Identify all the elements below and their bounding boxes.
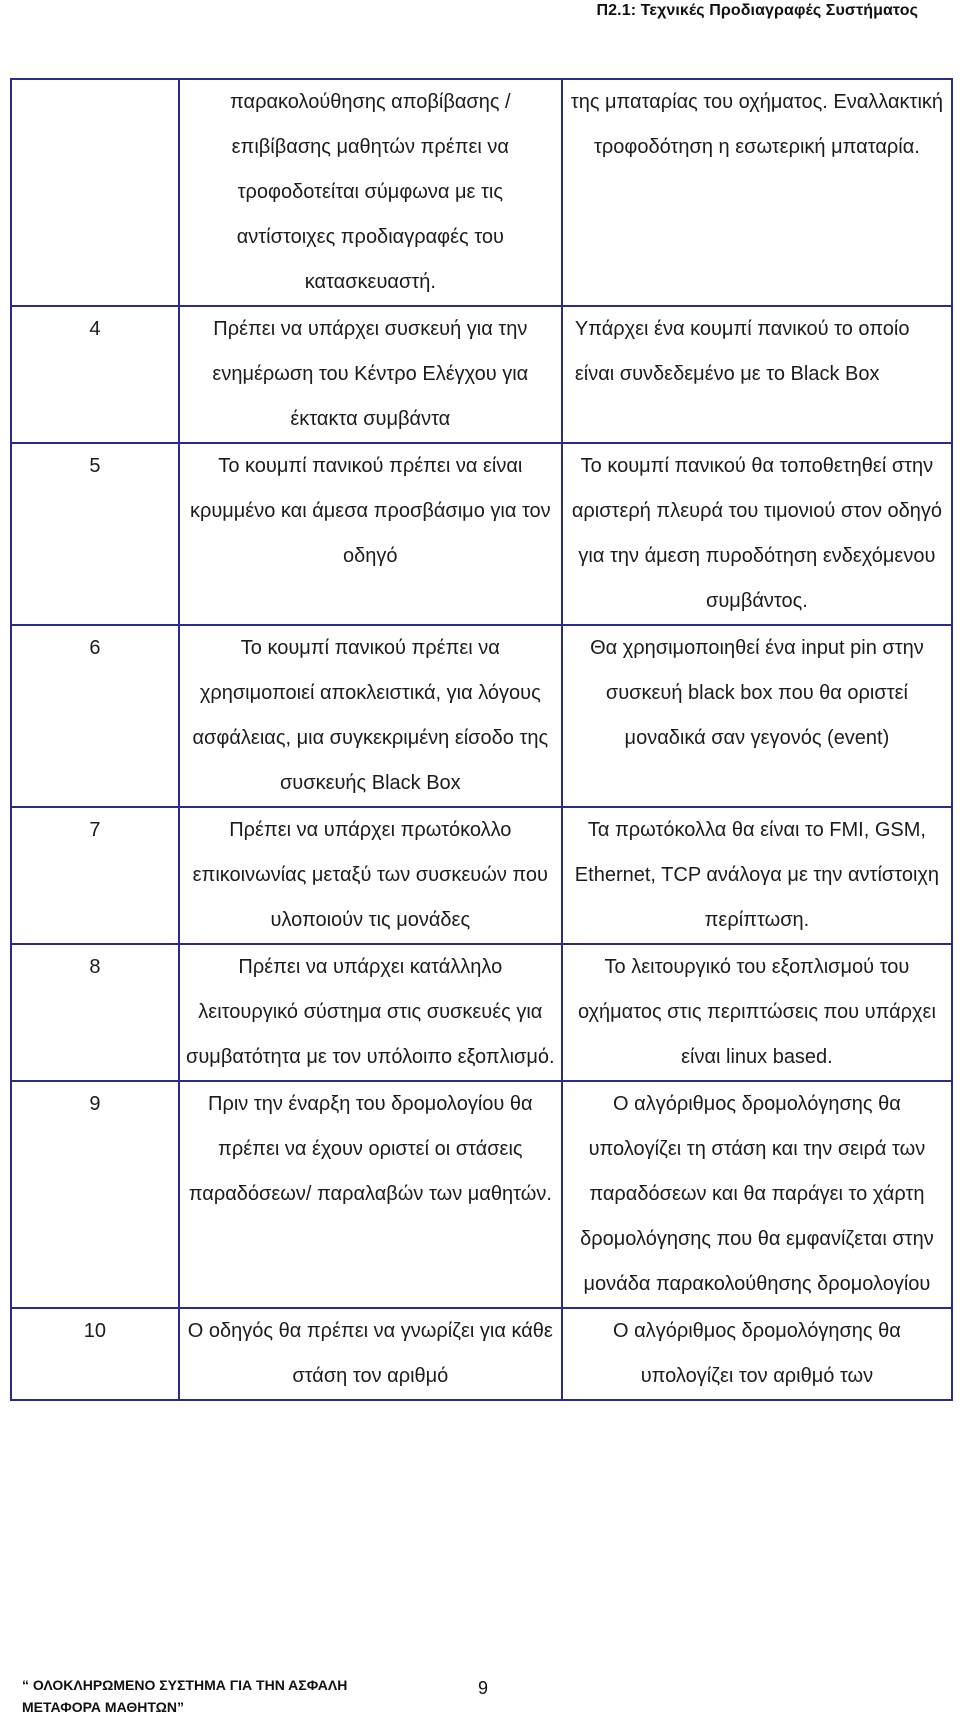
table-row	[11, 1081, 952, 1308]
table-row	[11, 944, 952, 1081]
requirement-text: Πριν την έναρξη του δρομολογίου θα πρέπει να έχουν οριστεί οι στάσεις παραδόσεων/ παραλαβών των μαθητών.	[188, 1093, 552, 1205]
requirement-cell	[179, 807, 562, 944]
table-row	[11, 443, 952, 625]
requirement-text: παρακολούθησης αποβίβασης /επιβίβασης μαθητών πρέπει να τροφοδοτείται σύμφωνα με τις αντίστοιχες προδιαγραφές του κατασκευαστή.	[230, 91, 511, 293]
specifications-table	[10, 78, 953, 1401]
requirement-cell	[179, 1308, 562, 1400]
requirement-text: Ο οδηγός θα πρέπει να γνωρίζει για κάθε στάση τον αριθμό	[187, 1320, 553, 1387]
requirement-text: Το κουμπί πανικού πρέπει να είναι κρυμμένο και άμεσα προσβάσιμο για τον οδηγό	[189, 455, 551, 567]
solution-cell	[562, 944, 952, 1081]
table-row	[11, 807, 952, 944]
footer-document-title: “ ΟΛΟΚΛΗΡΩΜΕΝΟ ΣΥΣΤΗΜΑ ΓΙΑ ΤΗΝ ΑΣΦΑΛΗ ΜΕΤΑΦΟΡΑ ΜΑΘΗΤΩΝ”	[22, 1677, 348, 1715]
requirement-cell	[179, 944, 562, 1081]
requirement-cell	[179, 625, 562, 807]
requirement-text: Πρέπει να υπάρχει κατάλληλο λειτουργικό σύστημα στις συσκευές για συμβατότητα με τον υπόλοιπο εξοπλισμό.	[186, 956, 555, 1068]
table-row	[11, 306, 952, 443]
solution-cell	[562, 1308, 952, 1400]
table-row	[11, 625, 952, 807]
row-number: 5	[11, 443, 179, 625]
requirement-cell	[179, 1081, 562, 1308]
requirement-text: Πρέπει να υπάρχει συσκευή για την ενημέρωση του Κέντρο Ελέγχου για έκτακτα συμβάντα	[212, 318, 529, 430]
solution-cell	[562, 79, 952, 306]
requirement-cell	[179, 443, 562, 625]
solution-text: Θα χρησιμοποιηθεί ένα input pin στην συσκευή black box που θα οριστεί μοναδικά σαν γεγονός (event)	[590, 637, 924, 749]
solution-text: Ο αλγόριθμος δρομολόγησης θα υπολογίζει τον αριθμό των	[613, 1320, 901, 1387]
table-row	[11, 1308, 952, 1400]
row-number: 4	[11, 306, 179, 443]
solution-cell	[562, 306, 952, 443]
solution-cell	[562, 625, 952, 807]
requirement-cell	[179, 306, 562, 443]
solution-text: Τα πρωτόκολλα θα είναι το FMI, GSM, Ethernet, TCP ανάλογα με την αντίστοιχη περίπτωση.	[574, 819, 940, 931]
row-number: 6	[11, 625, 179, 807]
solution-text: Το κουμπί πανικού θα τοποθετηθεί στην αριστερή πλευρά του τιμονιού στον οδηγό για την άμεση πυροδότηση ενδεχόμενου συμβάντος.	[571, 455, 943, 612]
solution-cell	[562, 807, 952, 944]
solution-text: της μπαταρίας του οχήματος. Εναλλακτική τροφοδότηση η εσωτερική μπαταρία.	[570, 91, 944, 158]
solution-text: Ο αλγόριθμος δρομολόγησης θα υπολογίζει τη στάση και την σειρά των παραδόσεων και θα παράγει το χάρτη δρομολόγησης που θα εμφανίζεται στην μονάδα παρακολούθησης δρομολογίου	[580, 1093, 934, 1295]
row-number: 7	[11, 807, 179, 944]
page-header-title: Π2.1: Τεχνικές Προδιαγραφές Συστήματος	[596, 2, 918, 19]
solution-text: Υπάρχει ένα κουμπί πανικού το οποίο είναι συνδεδεμένο με το Black Box	[574, 318, 910, 385]
row-number	[11, 79, 179, 306]
solution-cell	[562, 1081, 952, 1308]
solution-cell	[562, 443, 952, 625]
table-row	[11, 79, 952, 306]
requirement-cell	[179, 79, 562, 306]
solution-text: Το λειτουργικό του εξοπλισμού του οχήματος στις περιπτώσεις που υπάρχει είναι linux based.	[577, 956, 936, 1068]
requirement-text: Πρέπει να υπάρχει πρωτόκολλο επικοινωνίας μεταξύ των συσκευών που υλοποιούν τις μονάδες	[192, 819, 548, 931]
row-number: 8	[11, 944, 179, 1081]
page-number: 9	[478, 1678, 489, 1698]
row-number: 10	[11, 1308, 179, 1400]
row-number: 9	[11, 1081, 179, 1308]
requirement-text: Το κουμπί πανικού πρέπει να χρησιμοποιεί αποκλειστικά, για λόγους ασφάλειας, μια συγκεκριμένη είσοδο της συσκευής Black Box	[192, 637, 549, 794]
